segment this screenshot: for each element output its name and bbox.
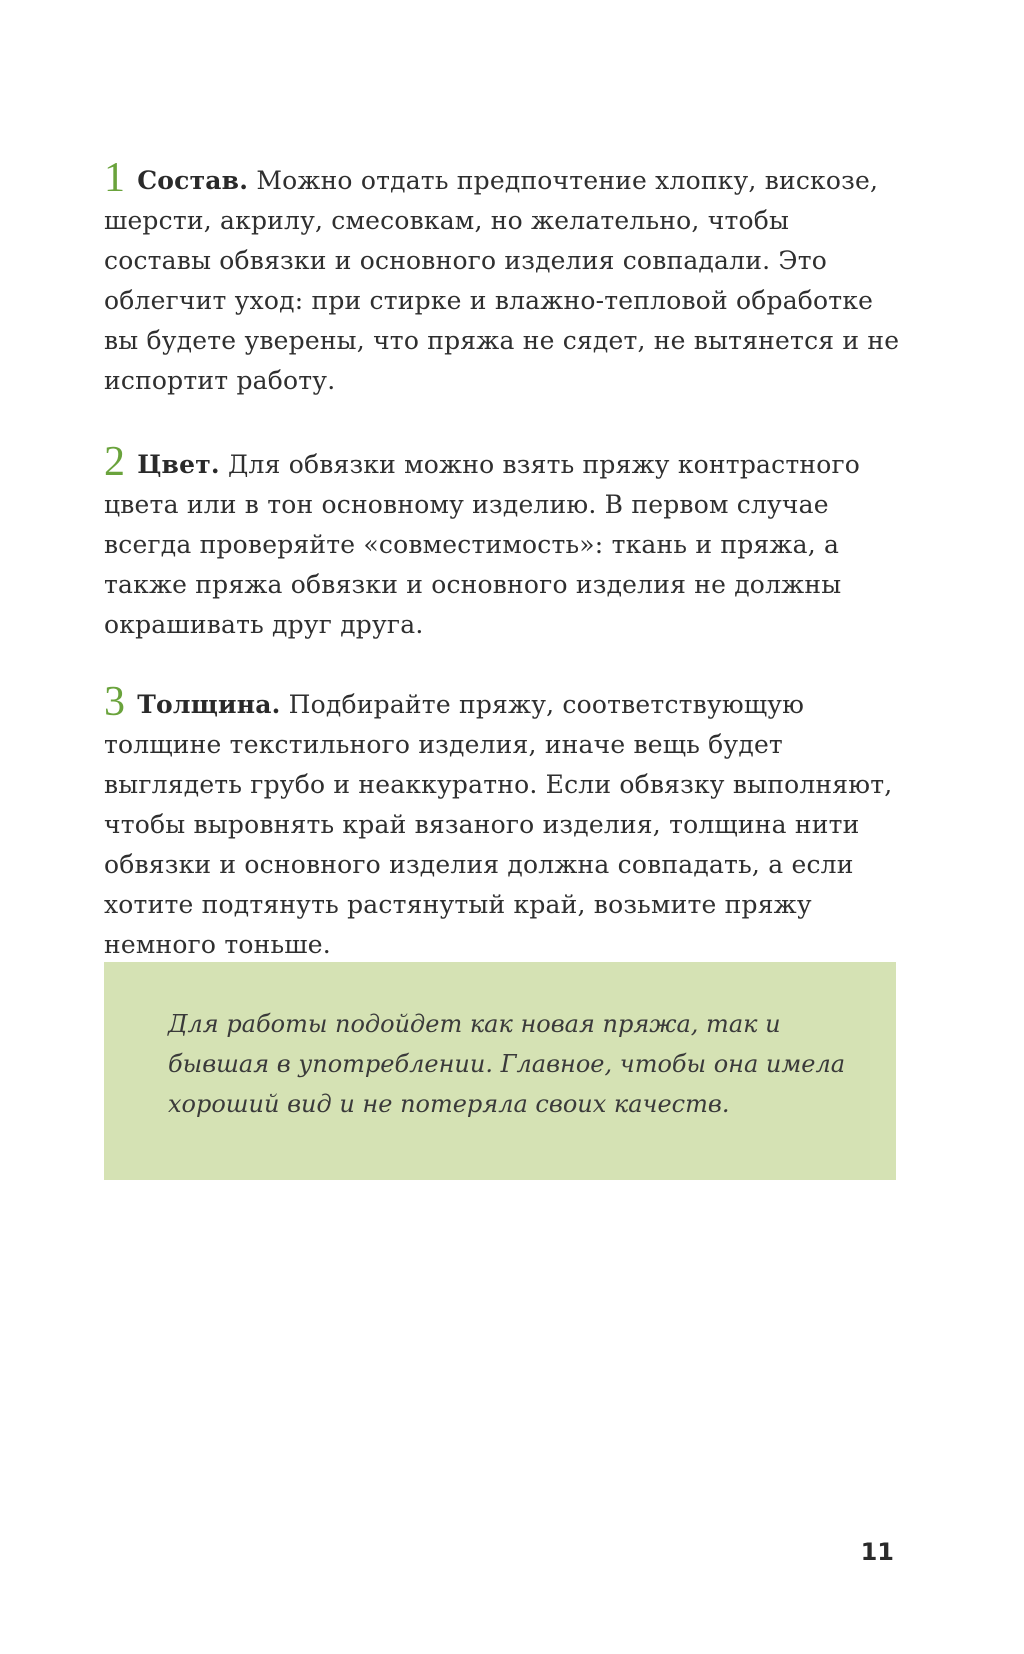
tip-text: Для работы подойдет как новая пряжа, так и бывшая в употреблении. Главное, чтобы она имела хороший вид и не потеряла своих качеств. (168, 1010, 846, 1118)
item-term: Состав. (137, 166, 249, 195)
item-text: Можно отдать предпочтение хлопку, вискозе, шерсти, акрилу, смесовкам, но желательно, чтобы составы обвязки и основного изделия совпадали. Это облегчит уход: при стирке и влажно-тепловой обработке вы будете уверены, что пряжа не сядет, не вытянется и не испортит работу. (104, 166, 900, 395)
list-item-color (104, 440, 904, 645)
list-item-composition (104, 156, 904, 401)
item-term: Толщина. (137, 690, 281, 719)
item-text: Для обвязки можно взять пряжу контрастного цвета или в тон основному изделию. В первом случае всегда проверяйте «совместимость»: ткань и пряжа, а также пряжа обвязки и основного изделия не должны окрашивать друг друга. (104, 450, 861, 639)
item-number: 3 (104, 679, 126, 725)
page-number: 11 (860, 1538, 894, 1566)
item-number: 1 (104, 155, 126, 201)
item-text: Подбирайте пряжу, соответствующую толщине текстильного изделия, иначе вещь будет выглядеть грубо и неаккуратно. Если обвязку выполняют, чтобы выровнять край вязаного изделия, толщина нити обвязки и основного изделия должна совпадать, а если хотите подтянуть растянутый край, возьмите пряжу немного тоньше. (104, 690, 893, 959)
list-item-thickness (104, 680, 904, 965)
tip-box (104, 962, 896, 1180)
item-term: Цвет. (137, 450, 220, 479)
item-number: 2 (104, 439, 126, 485)
